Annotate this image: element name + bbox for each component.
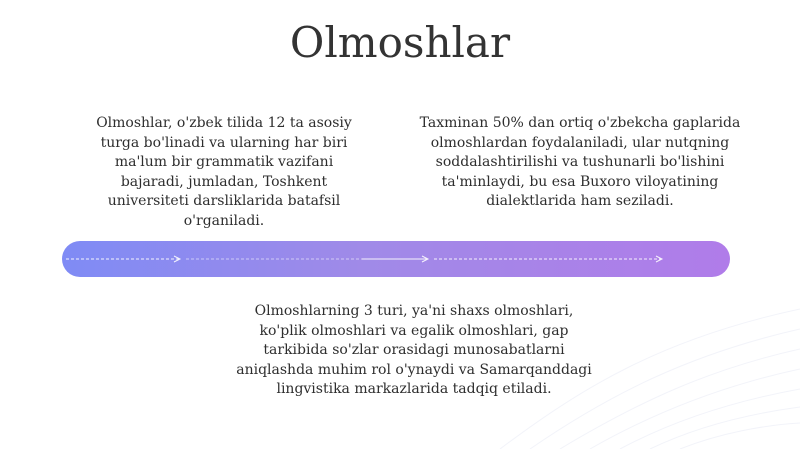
timeline-arrows [62,241,730,277]
page-title: Olmoshlar [289,18,511,67]
text-block-bottom: Olmoshlarning 3 turi, ya'ni shaxs olmoshlari, ko'plik olmoshlari va egalik olmoshlari, gap tarkibida so'zlar orasidagi munosabatlarni aniqlashda muhim rol o'ynaydi va Samarqanddagi lingvistika markazlarida tadqiq etiladi. [236,303,592,397]
timeline-bar [62,241,730,277]
text-block-right: Taxminan 50% dan ortiq o'zbekcha gaplarida olmoshlardan foydalaniladi, ular nutqning soddalashtirilishi va tushunarli bo'lishini ta'minlaydi, bu esa Buxoro viloyatining dialektlarida ham seziladi. [419,115,741,209]
text-block-left: Olmoshlar, o'zbek tilida 12 ta asosiy turga bo'linadi va ularning har biri ma'lum bir grammatik vazifani bajaradi, jumladan, Toshkent universiteti darsliklarida batafsil o'rganiladi. [96,115,352,229]
